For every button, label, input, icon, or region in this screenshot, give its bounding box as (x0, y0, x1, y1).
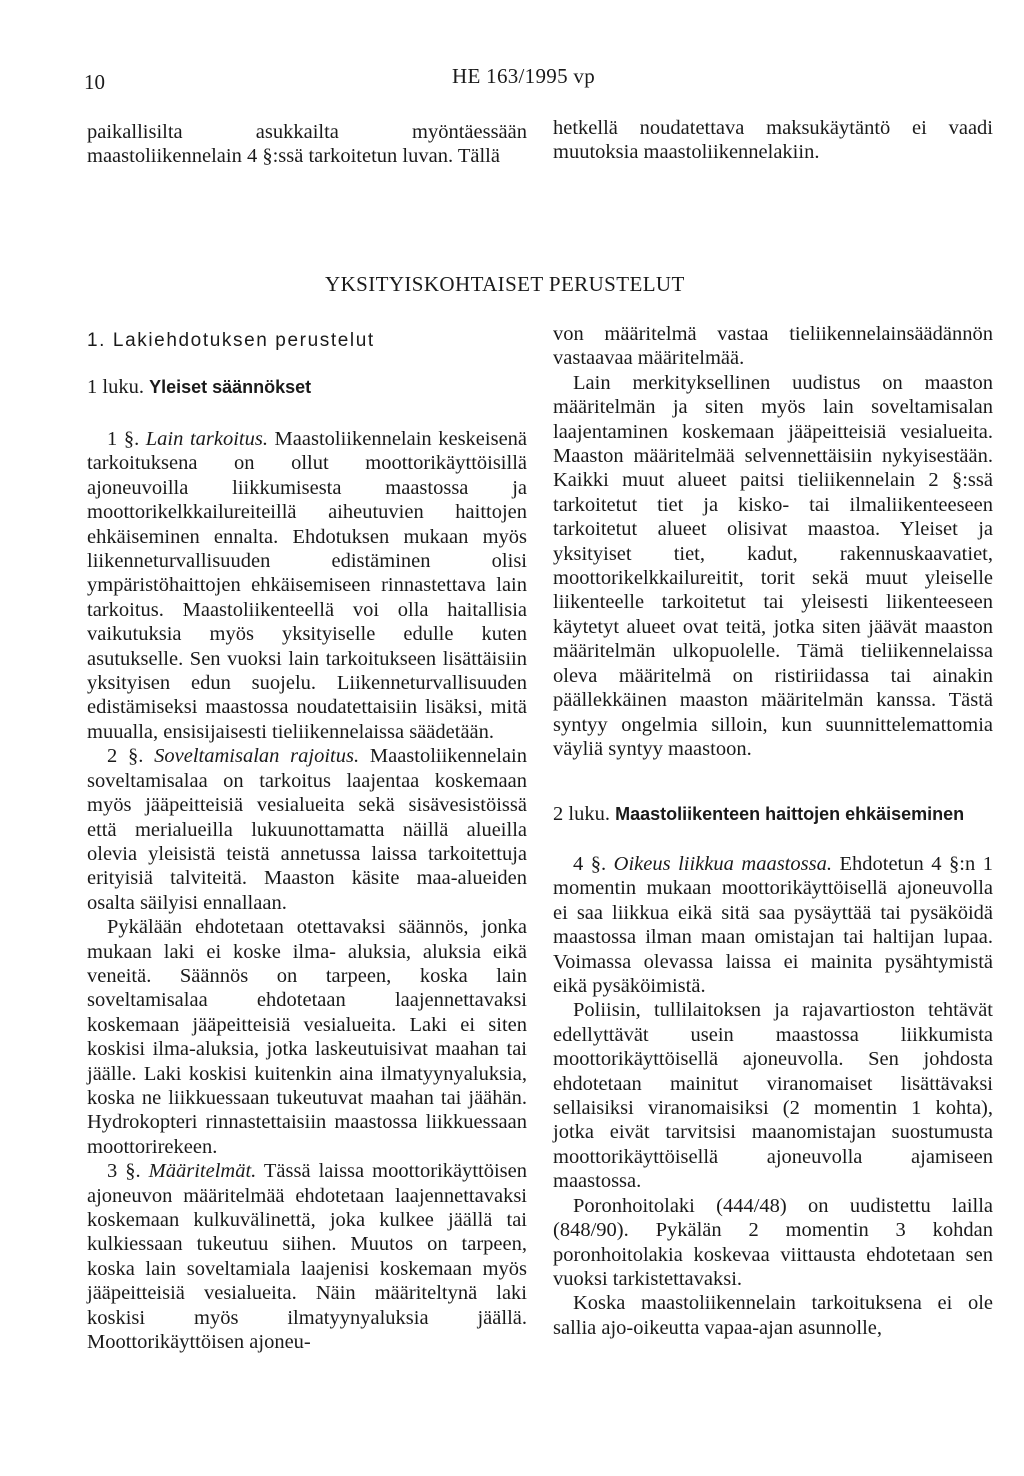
paragraph-2-number: 2 §. (107, 745, 144, 768)
right-paragraph-3-number: 4 §. (573, 853, 607, 875)
paragraph-3: Pykälään ehdotetaan otettavaksi säännös, jonka mukaan laki ei koske ilma- aluksia, aluksia eikä veneitä. Säännös on tarpeen, koska lain soveltamisalaa ehdotetaan laajennettavaksi koskemaan jääpeitteisiä vesialueita. Laki ei siten koskisi ilma-aluksia, jotka laskeutuisivat maahan tai jäälle. Laki koskisi kuitenkin aina ilmatyynyaluksia, koska ne liikkuessaan tukeutuvat maahan tai jäähän. Hydrokopteri rinnastettaisiin maastossa liikkuessaan moottorirekeen. (87, 916, 527, 1158)
paragraph-1-text: Maastoliikennelain keskeisenä tarkoituksena on ollut moottorikäyttöisillä ajoneuvoilla liikkumisesta maastossa ja moottorikelkkailureiteillä aiheutuvien haittojen ehkäiseminen ennalta. Ehdotuksen mukaan myös liikenneturvallisuuden edistäminen olisi ympäristöhaittojen ehkäisemiseen rinnastettava lain tarkoitus. Maastoliikenteellä voi olla haitallisia vaikutuksia myös yksityiselle edulle kuten asutukselle. Sen vuoksi lain tarkoitukseen lisättäisiin yksityisen edun suojelu. Liikenneturvallisuuden edistämiseksi maastossa noudatettaisiin lisäksi, mitä muualla, ensisijaisesti tieliikennelaissa säädetään. (87, 428, 528, 743)
page-number: 10 (84, 70, 105, 94)
running-head: HE 163/1995 vp (452, 64, 596, 88)
right-paragraph-6: Koska maastoliikennelain tarkoituksena ei ole sallia ajo-oikeutta vapaa-ajan asunnolle, (553, 1292, 993, 1339)
right-paragraph-4: Poliisin, tullilaitoksen ja rajavartioston tehtävät edellyttävät usein maastossa liikkumista moottorikäyttöisellä ajoneuvolla. Sen johdosta ehdotetaan mainitut viranomaiset lisättävaksi sellaisiksi viranomaisiksi (2 momentin 1 kohta), jotka eivät tarvitsisi maanomistajan suostumusta moottorikäyttöisellä ajoneuvolla ajamiseen maastossa. (553, 999, 993, 1193)
intro-left-text (87, 120, 527, 169)
chapter-1-heading (87, 376, 311, 399)
paragraph-4-text: Tässä laissa moottorikäyttöisen ajoneuvon määritelmää ehdotetaan laajennettavaksi koskemaan kulkuvälinettä, joka kulkee jäällä tai kulkiessaan tukeutuu siihen. Muutos on tarpeen, koska lain soveltamiala laajenisi koskemaan myös jääpeitteisiä vesialueita. Näin määriteltynä laki koskisi myös ilmatyynyaluksia jäällä. Moottorikäyttöisen ajoneu- (87, 1160, 528, 1354)
left-column-body (87, 427, 527, 1354)
paragraph-4 (87, 1159, 527, 1354)
paragraph-1-title: Lain tarkoitus. (145, 428, 268, 450)
right-paragraph-2: Lain merkityksellinen uudistus on maaston määritelmän ja siten myös lain soveltamisalan laajentaminen koskemaan jääpeitteisiä vesialueita. Maaston määritelmää selvennettäisiin nykyisestään. Kaikki muut alueet paitsi tieliikennelain 2 §:ssä tarkoitetut tiet ja kisko- tai ilmaliikenteeseen tarkoitetut alueet olisivat maastoa. Yleiset ja yksityiset tiet, kadut, rakennuskaavatiet, moottorikelkkailureitit, torit sekä muut yleiselle liikenteelle tarkoitetut tai yleisesti liikenteeseen käytetyt alueet ovat teitä, jotka siten jäävät maaston määritelmän ulkopuolelle. Tämä tieliikennelaissa oleva määritelmä on ristiriidassa tai ainakin päällekkäinen maaston määritelmän kanssa. Tästä syntyy ongelmia silloin, kun suunnittelemattomia väyliä syntyy maastoon. (553, 371, 993, 760)
chapter-2-heading (553, 803, 964, 826)
right-column-body (553, 322, 993, 761)
paragraph-1-number: 1 §. (107, 428, 140, 450)
chapter-1-prefix: 1 luku. (87, 376, 144, 398)
paragraph-2 (87, 744, 527, 915)
section-heading: YKSITYISKOHTAISET PERUSTELUT (325, 272, 685, 296)
paragraph-2-text: Maastoliikennelain soveltamisalaa on tarkoitus laajentaa koskemaan myös jääpeitteisiä vesialueita sekä sisävesistöissä että merialueilla lukuunottamatta näillä alueilla olevia yleisistä teistä annetussa laissa tarkoitettuja erityisiä talviteitä. Maaston käsite maa-alueiden osalta säilyisi ennallaan. (87, 745, 527, 914)
right-paragraph-1: von määritelmä vastaa tieliikennelainsäädännön vastaavaa määritelmää. (553, 323, 993, 370)
paragraph-2-title: Soveltamisalan rajoitus. (154, 745, 360, 768)
chapter-2-prefix: 2 luku. (553, 803, 610, 825)
intro-right-paragraph: hetkellä noudatettava maksukäytäntö ei vaadi muutoksia maastoliikennelakiin. (553, 117, 993, 164)
paragraph-1 (87, 427, 527, 744)
right-paragraph-3 (553, 852, 993, 998)
chapter-1-title: Yleiset säännökset (149, 377, 312, 397)
chapter-2-title: Maastoliikenteen haittojen ehkäiseminen (615, 804, 965, 824)
intro-right-text (553, 116, 993, 165)
right-paragraph-3-text: Ehdotetun 4 §:n 1 momentin mukaan moottorikäyttöisellä ajoneuvolla ei saa liikkua eikä sitä saa pysäyttää tai pysäköidä maastossa ilman maan omistajan tai haltijan lupaa. Voimassa olevassa laissa ei mainita pysähtymistä eikä pysäköimistä. (553, 853, 993, 998)
paragraph-4-number: 3 §. (107, 1160, 141, 1183)
chapter-title: 1. Lakiehdotuksen perustelut (87, 330, 375, 351)
paragraph-4-title: Määritelmät. (148, 1160, 257, 1183)
intro-left-paragraph: paikallisilta asukkailta myöntäessään maastoliikennelain 4 §:ssä tarkoitetun luvan. Tällä (87, 121, 527, 168)
right-column-body-2 (553, 852, 993, 1340)
right-paragraph-3-title: Oikeus liikkua maastossa. (613, 853, 832, 875)
right-paragraph-5: Poronhoitolaki (444/48) on uudistettu lailla (848/90). Pykälän 2 momentin 3 kohdan poronhoitolakia koskevaa viittausta ehdotetaan sen vuoksi tarkistettavaksi. (553, 1194, 993, 1290)
